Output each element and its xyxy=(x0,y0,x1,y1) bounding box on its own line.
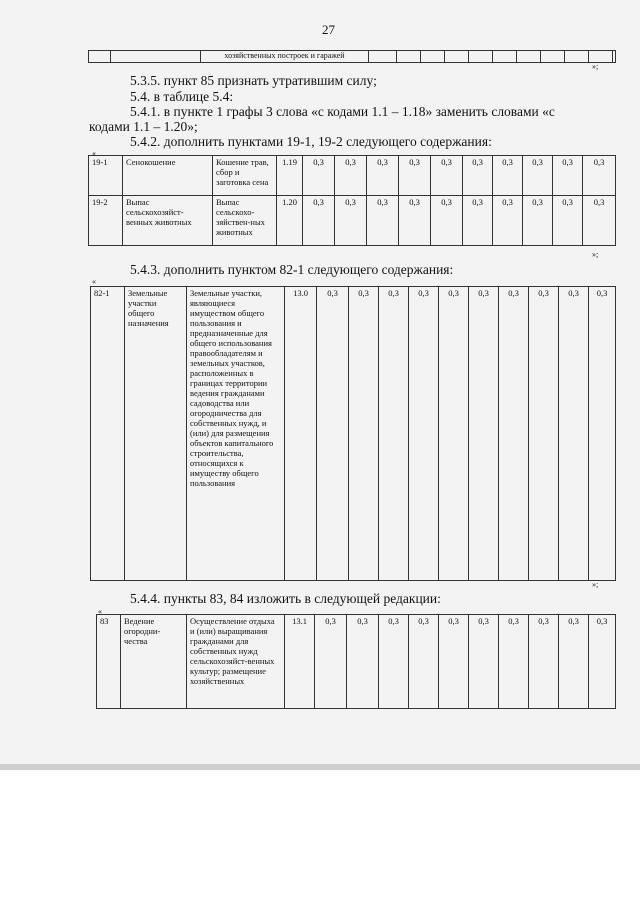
paragraph-5-4-2: 5.4.2. дополнить пунктами 19-1, 19-2 следующего содержания: xyxy=(130,134,492,149)
table-row xyxy=(97,615,616,709)
row-description: Земельные участки, являющиеся имуществом общего пользования и предназначенные для общего использования правообладателям и земельных участков, расположенных в границах территории ведения гражданами садоводства или огородничества для собственных нужд, и (или) для размещения объектов капитального строительства, относящихся к имуществу общего пользования xyxy=(187,287,285,581)
paragraph-5-4-3: 5.4.3. дополнить пунктом 82-1 следующего содержания: xyxy=(130,262,454,277)
value-cell: 0,3 xyxy=(493,196,523,246)
value-cell: 0,3 xyxy=(499,615,529,709)
table-row xyxy=(89,196,616,246)
table-82-1 xyxy=(90,286,616,581)
row-number: 19-2 xyxy=(89,196,123,246)
value-cell: 0,3 xyxy=(529,615,559,709)
value-cell: 0,3 xyxy=(559,287,589,581)
value-cell: 0,3 xyxy=(379,287,409,581)
opening-quote: « xyxy=(92,277,96,286)
value-cell: 0,3 xyxy=(439,615,469,709)
value-cell: 0,3 xyxy=(347,615,379,709)
value-cell: 0,3 xyxy=(469,287,499,581)
value-cell: 0,3 xyxy=(431,156,463,196)
value-cell: 0,3 xyxy=(315,615,347,709)
value-cell: 0,3 xyxy=(303,196,335,246)
value-cell: 0,3 xyxy=(399,156,431,196)
value-cell: 0,3 xyxy=(379,615,409,709)
value-cell: 0,3 xyxy=(583,196,616,246)
value-cell: 0,3 xyxy=(589,287,616,581)
opening-quote: « xyxy=(92,149,96,158)
value-cell: 0,3 xyxy=(367,196,399,246)
row-code: 13.1 xyxy=(285,615,315,709)
paragraph-5-4-1-line2: кодами 1.1 – 1.20»; xyxy=(89,119,198,134)
value-cell: 0,3 xyxy=(559,615,589,709)
row-name: Выпас сельскохозяйст-венных животных xyxy=(123,196,213,246)
paragraph-5-3-5: 5.3.5. пункт 85 признать утратившим силу; xyxy=(130,73,377,88)
row-number: 83 xyxy=(97,615,121,709)
value-cell: 0,3 xyxy=(463,196,493,246)
closing-quote: »; xyxy=(592,62,599,71)
page-edge xyxy=(0,764,640,770)
row-name: Ведение огородни-чества xyxy=(121,615,187,709)
row-description: Осуществление отдыха и (или) выращивания гражданами для собственных нужд сельскохозяйст-венных культур; размещение хозяйственных xyxy=(187,615,285,709)
value-cell: 0,3 xyxy=(493,156,523,196)
value-cell: 0,3 xyxy=(335,156,367,196)
paragraph-5-4-1-line1: 5.4.1. в пункте 1 графы 3 слова «с кодами 1.1 – 1.18» заменить словами «с xyxy=(130,104,555,119)
continued-table-row xyxy=(88,50,616,63)
value-cell: 0,3 xyxy=(439,287,469,581)
value-cell: 0,3 xyxy=(399,196,431,246)
row-description: Выпас сельскохо-зяйствен-ных животных xyxy=(213,196,277,246)
table-83 xyxy=(96,614,616,709)
value-cell: 0,3 xyxy=(349,287,379,581)
closing-quote: »; xyxy=(592,250,599,259)
row-code: 1.20 xyxy=(277,196,303,246)
value-cell: 0,3 xyxy=(431,196,463,246)
value-cell: 0,3 xyxy=(409,615,439,709)
value-cell: 0,3 xyxy=(553,156,583,196)
value-cell: 0,3 xyxy=(469,615,499,709)
value-cell: 0,3 xyxy=(523,196,553,246)
value-cell: 0,3 xyxy=(335,196,367,246)
row-description: Кошение трав, сбор и заготовка сена xyxy=(213,156,277,196)
value-cell: 0,3 xyxy=(499,287,529,581)
paragraph-5-4: 5.4. в таблице 5.4: xyxy=(130,89,234,104)
page-number: 27 xyxy=(322,22,335,37)
opening-quote: « xyxy=(98,607,102,616)
continued-cell-text: хозяйственных построек и гаражей xyxy=(201,51,369,63)
row-number: 19-1 xyxy=(89,156,123,196)
row-code: 13.0 xyxy=(285,287,317,581)
value-cell: 0,3 xyxy=(409,287,439,581)
closing-quote: »; xyxy=(592,580,599,589)
value-cell: 0,3 xyxy=(303,156,335,196)
value-cell: 0,3 xyxy=(463,156,493,196)
table-19-1-19-2 xyxy=(88,155,616,246)
row-number: 82-1 xyxy=(91,287,125,581)
value-cell: 0,3 xyxy=(523,156,553,196)
value-cell: 0,3 xyxy=(317,287,349,581)
row-code: 1.19 xyxy=(277,156,303,196)
value-cell: 0,3 xyxy=(529,287,559,581)
row-name: Сенокошение xyxy=(123,156,213,196)
value-cell: 0,3 xyxy=(583,156,616,196)
table-row xyxy=(91,287,616,581)
value-cell: 0,3 xyxy=(589,615,616,709)
value-cell: 0,3 xyxy=(553,196,583,246)
paragraph-5-4-4: 5.4.4. пункты 83, 84 изложить в следующей редакции: xyxy=(130,591,441,606)
table-row xyxy=(89,156,616,196)
row-name: Земельные участки общего назначения xyxy=(125,287,187,581)
value-cell: 0,3 xyxy=(367,156,399,196)
